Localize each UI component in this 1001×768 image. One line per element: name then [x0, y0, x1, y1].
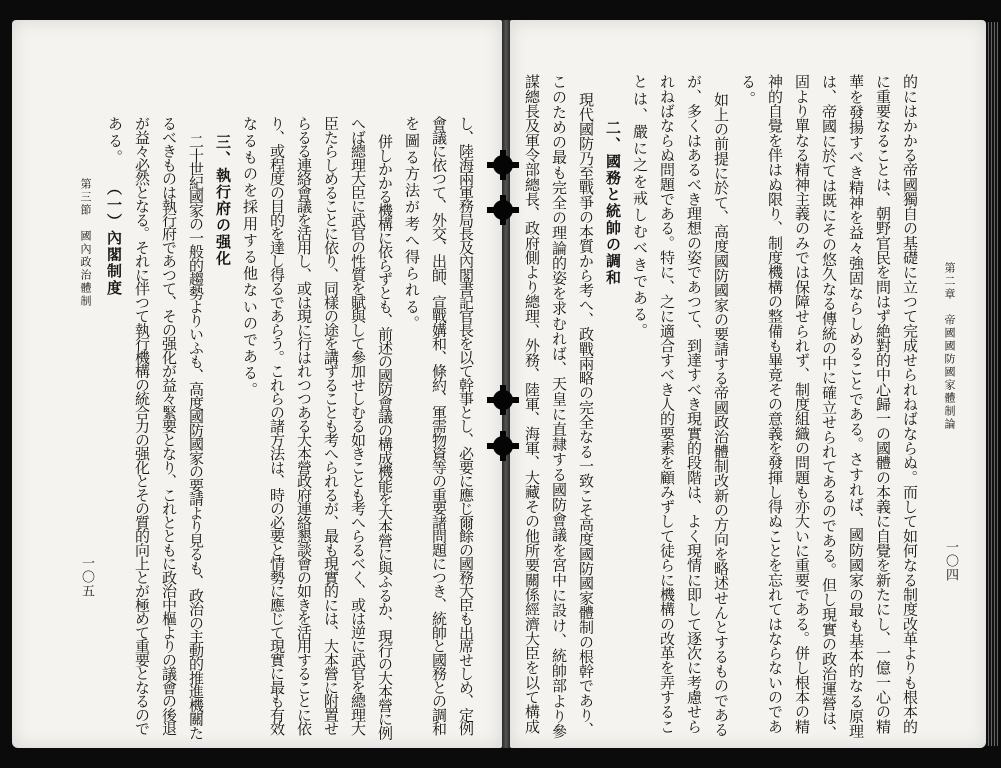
page-edges: [986, 22, 998, 746]
page-header: 第二章 帝國國防國家體制論: [943, 262, 956, 431]
page-number: 一〇五: [79, 556, 94, 598]
text-column: 固より單なる精神主義のみでは保障せられず、制度組織の問題も亦大いに重要である。併し根本の精: [793, 74, 811, 734]
text-column: とは、嚴に之を戒しむべきである。: [631, 74, 649, 340]
section-heading: 三、執行府の强化: [214, 134, 232, 267]
text-column: このための最も完全の理論的姿を求むれば、天皇に直隷する國防會議を宮中に設け、統帥部より參: [550, 74, 568, 739]
text-column: を圖る方法が考へ得られる。: [403, 116, 421, 332]
text-column: れねばならぬ問題である。特に、之に適合すべき人的要素を顧みずして徒らに機構の改革を弄するこ: [658, 74, 676, 734]
text-column: ある。: [106, 116, 124, 166]
text-column: は、帝國に於ては既にその悠久なる傳統の中に確立せられてあるのである。但し現實の政治運營は、: [820, 74, 838, 740]
section-heading: 二、國務と統帥の調和: [604, 120, 622, 286]
text-column: 如上の前提に於て、高度國防國家の要請する帝國政治體制改新の方向を略述せんとするものである: [712, 92, 730, 737]
binding-hole: [493, 200, 513, 220]
text-column: 的にはかかる帝國獨自の基礎に立つて完成せられねばならぬ。而して如何なる制度改革よりも根本的: [901, 74, 919, 734]
text-column: 二十世紀國家の一般的趨勢よりいふも、高度國防國家の要請より見るも、政治の主動的推進機關た: [187, 134, 205, 739]
text-column: る。: [739, 74, 757, 108]
text-column: 神的自覺を伴はぬ限り、制度機構の整備も畢竟その意義を發揮し得ぬことを忘れてはならないのであ: [766, 74, 784, 734]
binding-hole: [493, 436, 513, 456]
text-column: が、多くはあるべき理想の姿であつて、到達すべき現實的段階は、よく現情に即して逐次に考慮せら: [685, 74, 703, 734]
text-column: に重要なることは、朝野官民を問はず絶對的中心歸一の國體の本義に自覺を新たにし、一億一心の精: [874, 74, 892, 734]
text-column: が益々必然となる。それに伴つて執行機構の統合力の强化とその質的向上とが極めて重要となるので: [133, 116, 151, 735]
text-column: 華を發揚すべき精神を益々強固ならしめることである。さすれば、國防國家の最も基本的なる原理: [847, 74, 865, 739]
binding-hole: [493, 155, 513, 175]
text-column: 現代國防乃至戰爭の本質から考へ、政戰兩略の完全なる一致こそ高度國防國家體制の根幹であり、: [577, 92, 595, 737]
text-column: らるる連絡會議を活用し、或は現に行はれつつある大本營政府連絡懇談會の如きを活用することに依: [295, 116, 313, 735]
page-footer: 第三節 國內政治體制: [79, 178, 92, 308]
text-column: 併しかかる機構に依らずとも、前述の國防會議の構成機能を大本營に與ふるか、現行の大本營に例: [376, 134, 394, 739]
text-column: 謀總長及軍令部總長、政府側より總理、外務、陸軍、海軍、大藏その他所要關係經濟大臣を以て構成: [523, 74, 541, 734]
book-gutter: [502, 20, 510, 748]
text-column: るべきものは執行府であつて、その强化が益々緊要となり、これとともに政治中樞よりの議會の後退: [160, 116, 178, 735]
text-column: り、或程度の目的を達し得るであらう。これらの諸方法は、時の必要と情勢に應じて現實に最も有效: [268, 116, 286, 735]
text-column: 會議に依つて、外交、出師、宣戰媾和、條約、軍需物資等の重要諸問題につき、統帥と國務との調和: [430, 116, 448, 735]
text-column: 臣たらしめることに依り、同樣の途を講ずることも考へられるが、最も現實的には、大本營に附置せ: [322, 116, 340, 735]
page-number: 一〇四: [943, 540, 958, 582]
text-column: へば總理大臣に武官の性質を賦與して參加せしむる如きことも考へらるべく、或は逆に武官を總理大: [349, 116, 367, 735]
text-column: なるものを採用する他ないのである。: [241, 116, 259, 399]
subsection-heading: （一）內閣制度: [105, 180, 123, 297]
binding-hole: [493, 390, 513, 410]
text-column: し、陸海兩軍務局長及內閣書記官長を以て幹事とし、必要に應じ爾餘の國務大臣も出席せしめ、定例: [457, 116, 475, 735]
